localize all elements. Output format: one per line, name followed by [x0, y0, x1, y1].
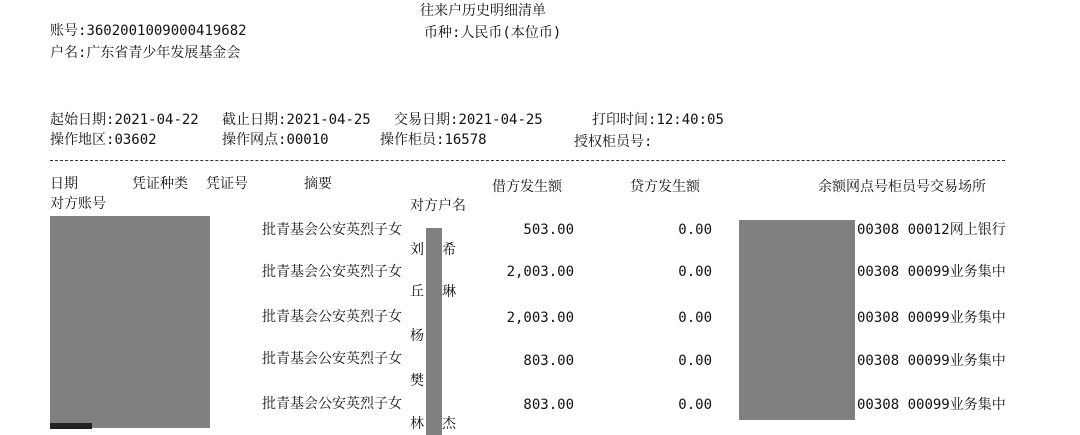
row-1-credit: 0.00: [678, 222, 712, 238]
col-debit: 借方发生额: [492, 179, 562, 195]
teller-label: 操作柜员:: [380, 132, 445, 148]
row-1-branch: 00308: [857, 222, 900, 238]
separator-line: [50, 160, 1005, 161]
area-label: 操作地区:: [50, 132, 115, 148]
account-name-value: 广东省青少年发展基金会: [86, 45, 241, 61]
col-counter-name: 对方户名: [410, 198, 466, 214]
row-3-tail: [857, 309, 1006, 327]
row-4-credit: 0.00: [678, 353, 712, 369]
row-4-place: 业务集中: [949, 353, 1006, 369]
row-2-branch: 00308: [857, 264, 900, 280]
teller-field: [380, 131, 487, 149]
col-credit: 贷方发生额: [630, 179, 700, 195]
row-2-credit: 0.00: [678, 264, 712, 280]
row-2-counter-name-last: 琳: [442, 284, 456, 300]
row-4-summary: 批青基会公安英烈子女: [262, 351, 402, 367]
report-title: 往来户历史明细清单: [420, 3, 546, 19]
end-date-value: 2021-04-25: [286, 112, 371, 128]
row-4-debit: 803.00: [523, 353, 574, 369]
row-4-teller: 00099: [907, 353, 950, 369]
row-5-counter-name-first: 林: [410, 416, 424, 432]
row-2-summary: 批青基会公安英烈子女: [262, 264, 402, 280]
row-1-teller: 00012: [907, 222, 950, 238]
row-5-credit: 0.00: [678, 397, 712, 413]
row-2-tail: [857, 263, 1006, 281]
row-3-place: 业务集中: [949, 310, 1006, 326]
end-date-label: 截止日期:: [222, 112, 287, 128]
end-date-field: [222, 111, 371, 129]
auth-teller-field: [574, 133, 652, 151]
row-3-counter-name-first: 杨: [410, 328, 424, 344]
row-3-teller: 00099: [907, 310, 950, 326]
col-summary: 摘要: [304, 176, 332, 192]
row-2-counter-name-first: 丘: [410, 284, 424, 300]
row-5-teller: 00099: [907, 397, 950, 413]
row-5-place: 业务集中: [949, 397, 1006, 413]
col-counter-account: 对方账号: [50, 196, 106, 212]
account-label: 账号:: [50, 23, 87, 39]
row-5-counter-name-last: 杰: [442, 416, 456, 432]
redacted-balances: [739, 220, 855, 420]
scan-edge-mark: [50, 423, 92, 429]
col-voucher-type: 凭证种类: [132, 176, 188, 192]
row-3-credit: 0.00: [678, 310, 712, 326]
branch-label: 操作网点:: [222, 132, 287, 148]
currency-field: [424, 24, 561, 42]
row-1-debit: 503.00: [523, 222, 574, 238]
trade-date-value: 2021-04-25: [458, 112, 543, 128]
account-name-field: [50, 44, 240, 62]
col-balance-branch-teller-place: 余额网点号柜员号交易场所: [818, 179, 986, 195]
branch-value: 00010: [286, 132, 329, 148]
teller-value: 16578: [444, 132, 487, 148]
trade-date-field: [394, 111, 543, 129]
currency-value: 人民币(本位币): [460, 25, 562, 41]
auth-teller-label: 授权柜员号:: [574, 134, 653, 150]
row-3-branch: 00308: [857, 310, 900, 326]
print-time-field: [592, 111, 724, 129]
area-field: [50, 131, 157, 149]
redacted-counter-accounts: [50, 216, 210, 428]
row-1-counter-name-last: 希: [442, 242, 456, 258]
row-1-counter-name-first: 刘: [410, 242, 424, 258]
row-4-tail: [857, 352, 1006, 370]
row-4-counter-name-first: 樊: [410, 373, 424, 389]
trade-date-label: 交易日期:: [394, 112, 459, 128]
start-date-label: 起始日期:: [50, 112, 115, 128]
start-date-field: [50, 111, 199, 129]
row-2-teller: 00099: [907, 264, 950, 280]
branch-field: [222, 131, 329, 149]
print-time-label: 打印时间:: [592, 112, 657, 128]
col-date: 日期: [50, 176, 78, 192]
row-4-branch: 00308: [857, 353, 900, 369]
currency-label: 币种:: [424, 25, 461, 41]
row-1-place: 网上银行: [949, 222, 1006, 238]
row-5-tail: [857, 396, 1006, 414]
row-3-debit: 2,003.00: [506, 310, 574, 326]
row-5-branch: 00308: [857, 397, 900, 413]
row-5-debit: 803.00: [523, 397, 574, 413]
row-2-debit: 2,003.00: [506, 264, 574, 280]
area-value: 03602: [114, 132, 157, 148]
account-number: 3602001009000419682: [86, 23, 247, 39]
account-field: [50, 22, 247, 40]
account-name-label: 户名:: [50, 45, 87, 61]
row-1-summary: 批青基会公安英烈子女: [262, 222, 402, 238]
row-2-place: 业务集中: [949, 264, 1006, 280]
row-5-summary: 批青基会公安英烈子女: [262, 396, 402, 412]
print-time-value: 12:40:05: [656, 112, 724, 128]
redacted-counter-names: [426, 228, 442, 435]
row-1-tail: [857, 221, 1006, 239]
col-voucher-no: 凭证号: [206, 176, 248, 192]
start-date-value: 2021-04-22: [114, 112, 199, 128]
row-3-summary: 批青基会公安英烈子女: [262, 309, 402, 325]
